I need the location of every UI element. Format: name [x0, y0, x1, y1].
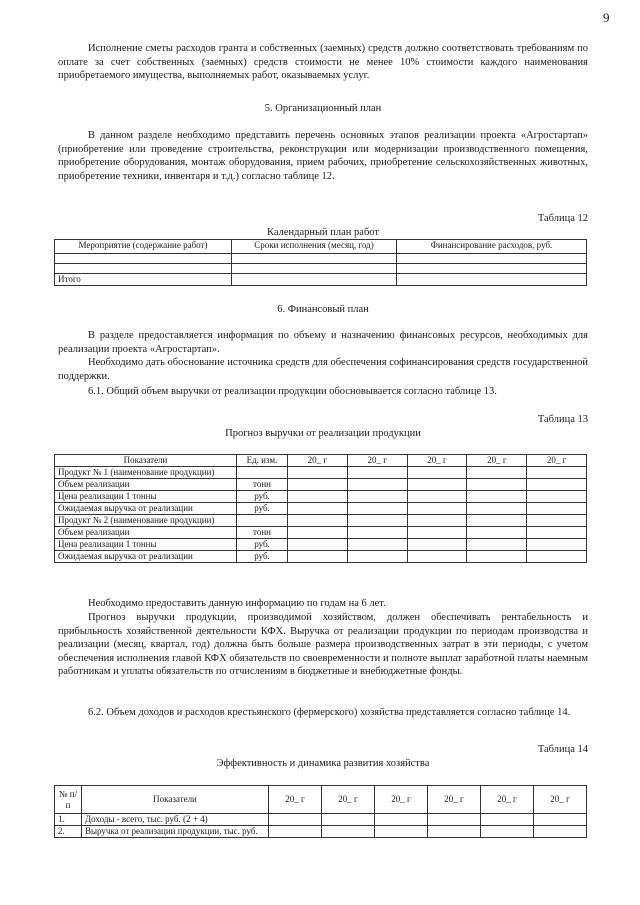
section6-paragraph-5: Прогноз выручки продукции, производимой хозяйством, должен обеспечивать рентабельность и прибыльность хозяйственной деятельности КФХ. Выручка от реализации продукции по периодам производства и реализации (месяц, квартал, год) должна быть больше размера производственных затрат в эти периоды, с учетом обеспечения исполнения главой КФХ обязательств по своевременности и полноте выплат заработной платы наемным работникам и уплаты обязательств по отчислениям в бюджетные и внебюджетные фонды. [58, 612, 588, 677]
section6-heading: 6. Финансовый план [277, 304, 369, 315]
table13-row-name: Объем реализации [55, 479, 237, 491]
table13-row-name: Продукт № 1 (наименование продукции) [55, 467, 237, 479]
table12-title: Календарный план работ [266, 227, 380, 238]
table13-row-unit: руб. [237, 491, 288, 503]
table12-header: Финансирование расходов, руб. [397, 240, 587, 254]
table13-row-name: Ожидаемая выручка от реализации [55, 551, 237, 563]
table-row [55, 503, 587, 515]
section6-paragraph-3: 6.1. Общий объем выручки от реализации продукции обосновывается согласно таблице 13. [88, 386, 497, 397]
table12-total-label: Итого [55, 274, 232, 286]
table13-row-unit [237, 515, 288, 527]
table-row [55, 515, 587, 527]
table14-header: 20_ г [322, 786, 375, 814]
table-row [55, 491, 587, 503]
table14-row-num: 2. [55, 826, 82, 838]
table-row [55, 539, 587, 551]
table-row [55, 467, 587, 479]
table14-row-name: Доходы - всего, тыс. руб. (2 + 4) [82, 814, 269, 826]
table-row [55, 264, 587, 274]
table14-header: Показатели [82, 786, 269, 814]
table14-header: 20_ г [375, 786, 428, 814]
table-row [55, 551, 587, 563]
section5-heading: 5. Организационный план [264, 103, 382, 114]
table14-label: Таблица 14 [537, 744, 588, 755]
table13-row-unit: руб. [237, 503, 288, 515]
table13-row-name: Цена реализации 1 тонны [55, 539, 237, 551]
table14-header: 20_ г [534, 786, 587, 814]
table-row [55, 274, 587, 286]
table14-row-num: 1. [55, 814, 82, 826]
table13-header: 20_ г [288, 455, 348, 467]
table13-label: Таблица 13 [537, 414, 588, 425]
section6-paragraph-2: Необходимо дать обоснование источника средств для обеспечения софинансирования средств государственной поддержки. [58, 357, 588, 382]
table-row [55, 479, 587, 491]
table13-row-unit: тонн [237, 527, 288, 539]
table14-header: 20_ г [269, 786, 322, 814]
table-row [55, 814, 587, 826]
table13-row-unit [237, 467, 288, 479]
table12-label: Таблица 12 [537, 213, 588, 224]
page-number: 9 [603, 10, 610, 25]
table13-header: Ед. изм. [237, 455, 288, 467]
table13 [54, 454, 587, 563]
table13-row-unit: руб. [237, 551, 288, 563]
table12 [54, 239, 587, 286]
table13-row-name: Цена реализации 1 тонны [55, 491, 237, 503]
table13-header: 20_ г [467, 455, 527, 467]
table13-header: 20_ г [527, 455, 587, 467]
section6-paragraph-1: В разделе предоставляется информация по объему и назначению финансовых ресурсов, необходимых для реализации проекта «Агростартап». [58, 330, 588, 355]
intro-paragraph: Исполнение сметы расходов гранта и собственных (заемных) средств должно соответствовать требованиям по оплате за счет собственных (заемных) средств стоимости не менее 10% стоимости каждого наименования приобретаемого имущества, выполняемых работ, оказываемых услуг. [58, 43, 588, 81]
table13-title: Прогноз выручки от реализации продукции [225, 428, 421, 439]
table13-row-name: Продукт № 2 (наименование продукции) [55, 515, 237, 527]
table13-header: 20_ г [407, 455, 467, 467]
table14-title: Эффективность и динамика развития хозяйства [216, 758, 430, 769]
table-row [55, 527, 587, 539]
section6-paragraph-4: Необходимо предоставить данную информацию по годам на 6 лет. [88, 598, 386, 609]
table13-row-name: Объем реализации [55, 527, 237, 539]
table14-header: 20_ г [428, 786, 481, 814]
table13-header: Показатели [55, 455, 237, 467]
table14-header: 20_ г [481, 786, 534, 814]
table14-row-name: Выручка от реализации продукции, тыс. руб. [82, 826, 269, 838]
table13-row-unit: руб. [237, 539, 288, 551]
table12-header: Мероприятие (содержание работ) [55, 240, 232, 254]
table14-header: № п/п [55, 786, 82, 814]
section6-paragraph-6: 6.2. Объем доходов и расходов крестьянского (фермерского) хозяйства представляется согласно таблице 14. [88, 707, 571, 718]
table12-header: Сроки исполнения (месяц, год) [232, 240, 397, 254]
section5-paragraph: В данном разделе необходимо представить перечень основных этапов реализации проекта «Агростартап» (приобретение или проведение строительства, реконструкции или модернизации производственного помещения, приобретение оборудования, монтаж оборудования, прием рабочих, приобретение сельскохозяйственных животных, приобретение техники, инвентаря и т.д.) согласно таблице 12. [58, 130, 588, 182]
table14 [54, 785, 587, 838]
table-row [55, 254, 587, 264]
table13-row-unit: тонн [237, 479, 288, 491]
table13-row-name: Ожидаемая выручка от реализации [55, 503, 237, 515]
table-row [55, 826, 587, 838]
table13-header: 20_ г [347, 455, 407, 467]
